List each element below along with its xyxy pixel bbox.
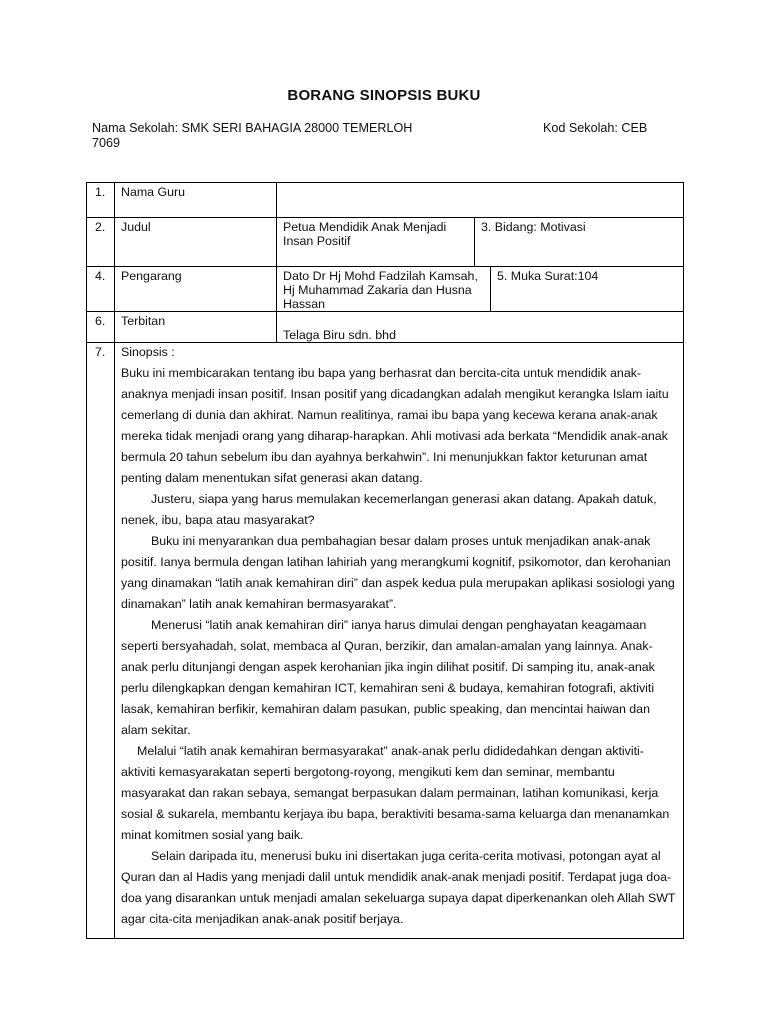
pengarang-value: Dato Dr Hj Mohd Fadzilah Kamsah, Hj Muhammad Zakaria dan Husna Hassan xyxy=(277,267,491,312)
row-judul xyxy=(87,218,684,267)
sinopsis-paragraph: Melalui “latih anak kemahiran bermasyarakat” anak-anak perlu dididedahkan dengan aktiviti-aktiviti kemasyarakatan seperti bergotong-royong, mengikuti kem dan seminar, membantu masyarakat dan rakan sebaya, semangat berpasukan dalam permainan, latihan komunikasi, kerja sosial & sukarela, membantu kerjaya ibu bapa, beraktiviti besama-sama keluarga dan menanamkan minat komitmen sosial yang baik. xyxy=(121,744,670,842)
bidang-value: 3. Bidang: Motivasi xyxy=(475,218,684,267)
judul-value: Petua Mendidik Anak Menjadi Insan Positif xyxy=(277,218,475,267)
field-label: Terbitan xyxy=(115,312,277,343)
row-number: 6. xyxy=(87,312,115,343)
school-code: Kod Sekolah: CEB xyxy=(543,121,648,135)
row-nama-guru xyxy=(87,183,684,218)
sinopsis-label: Sinopsis : xyxy=(121,345,175,359)
sinopsis-paragraph: Menerusi “latih anak kemahiran diri” ianya harus dimulai dengan penghayatan keagamaan seperti bersyahadah, solat, membaca al Quran, berzikir, dan amalan-amalan yang lainnya. Anak-anak perlu ditunjangi dengan aspek kerohanian jika ingin dilihat positif. Di samping itu, anak-anak perlu dilengkapkan dengan kemahiran ICT, kemahiran seni & budaya, kemahiran fotografi, aktiviti lasak, kemahiran berfikir, kemahiran dalam pasukan, public speaking, dan mencintai haiwan dan alam sekitar. xyxy=(121,618,655,737)
muka-surat-value: 5. Muka Surat:104 xyxy=(491,267,684,312)
row-number: 2. xyxy=(87,218,115,267)
field-label: Pengarang xyxy=(115,267,277,312)
field-label: Judul xyxy=(115,218,277,267)
sinopsis-paragraph: Buku ini membicarakan tentang ibu bapa yang berhasrat dan bercita-cita untuk mendidik anak-anaknya menjadi insan positif. Insan positif yang dicadangkan adalah mengikut kerangka Islam iaitu cemerlang di dunia dan akhirat. Namun realitinya, ramai ibu bapa yang kecewa kerana anak-anak mereka tidak menjadi orang yang diharap-harapkan. Ahli motivasi ada berkata “Mendidik anak-anak bermula 20 tahun sebelum ibu dan ayahnya berkahwin”. Ini menunjukkan faktor keturunan amat penting dalam menentukan sifat generasi akan datang. xyxy=(121,366,669,485)
row-pengarang xyxy=(87,267,684,312)
terbitan-value: Telaga Biru sdn. bhd xyxy=(277,312,684,343)
school-code-wrap: 7069 xyxy=(92,136,121,150)
field-label: Nama Guru xyxy=(115,183,277,218)
row-sinopsis xyxy=(87,343,684,939)
sinopsis-paragraph: Selain daripada itu, menerusi buku ini disertakan juga cerita-cerita motivasi, potongan ayat al Quran dan al Hadis yang menjadi dalil untuk mendidik anak-anak menjadi positif. Terdapat juga doa-doa yang disarankan untuk menjadi amalan sekeluarga supaya dapat diperkenankan oleh Allah SWT agar cita-cita menjadikan anak-anak positif berjaya. xyxy=(121,849,676,926)
sinopsis-paragraph: Buku ini menyarankan dua pembahagian besar dalam proses untuk menjadikan anak-anak positif. Ianya bermula dengan latihan lahiriah yang merangkumi kognitif, psikomotor, dan kerohanian yang dinamakan “latih anak kemahiran diri” dan aspek kedua pula merupakan aplikasi sosiologi yang dinamakan” latih anak kemahiran bermasyarakat”. xyxy=(121,534,675,611)
sinopsis-cell xyxy=(115,343,684,939)
nama-guru-value[interactable] xyxy=(277,183,684,218)
row-number: 7. xyxy=(87,343,115,939)
school-info xyxy=(92,121,652,150)
row-terbitan xyxy=(87,312,684,343)
school-name: Nama Sekolah: SMK SERI BAHAGIA 28000 TEMERLOH xyxy=(92,121,413,135)
row-number: 1. xyxy=(87,183,115,218)
synopsis-form-table xyxy=(86,182,684,939)
row-number: 4. xyxy=(87,267,115,312)
form-title: BORANG SINOPSIS BUKU xyxy=(287,87,481,104)
sinopsis-paragraph: Justeru, siapa yang harus memulakan kecemerlangan generasi akan datang. Apakah datuk, nenek, ibu, bapa atau masyarakat? xyxy=(121,492,657,527)
sinopsis-body xyxy=(121,363,677,930)
